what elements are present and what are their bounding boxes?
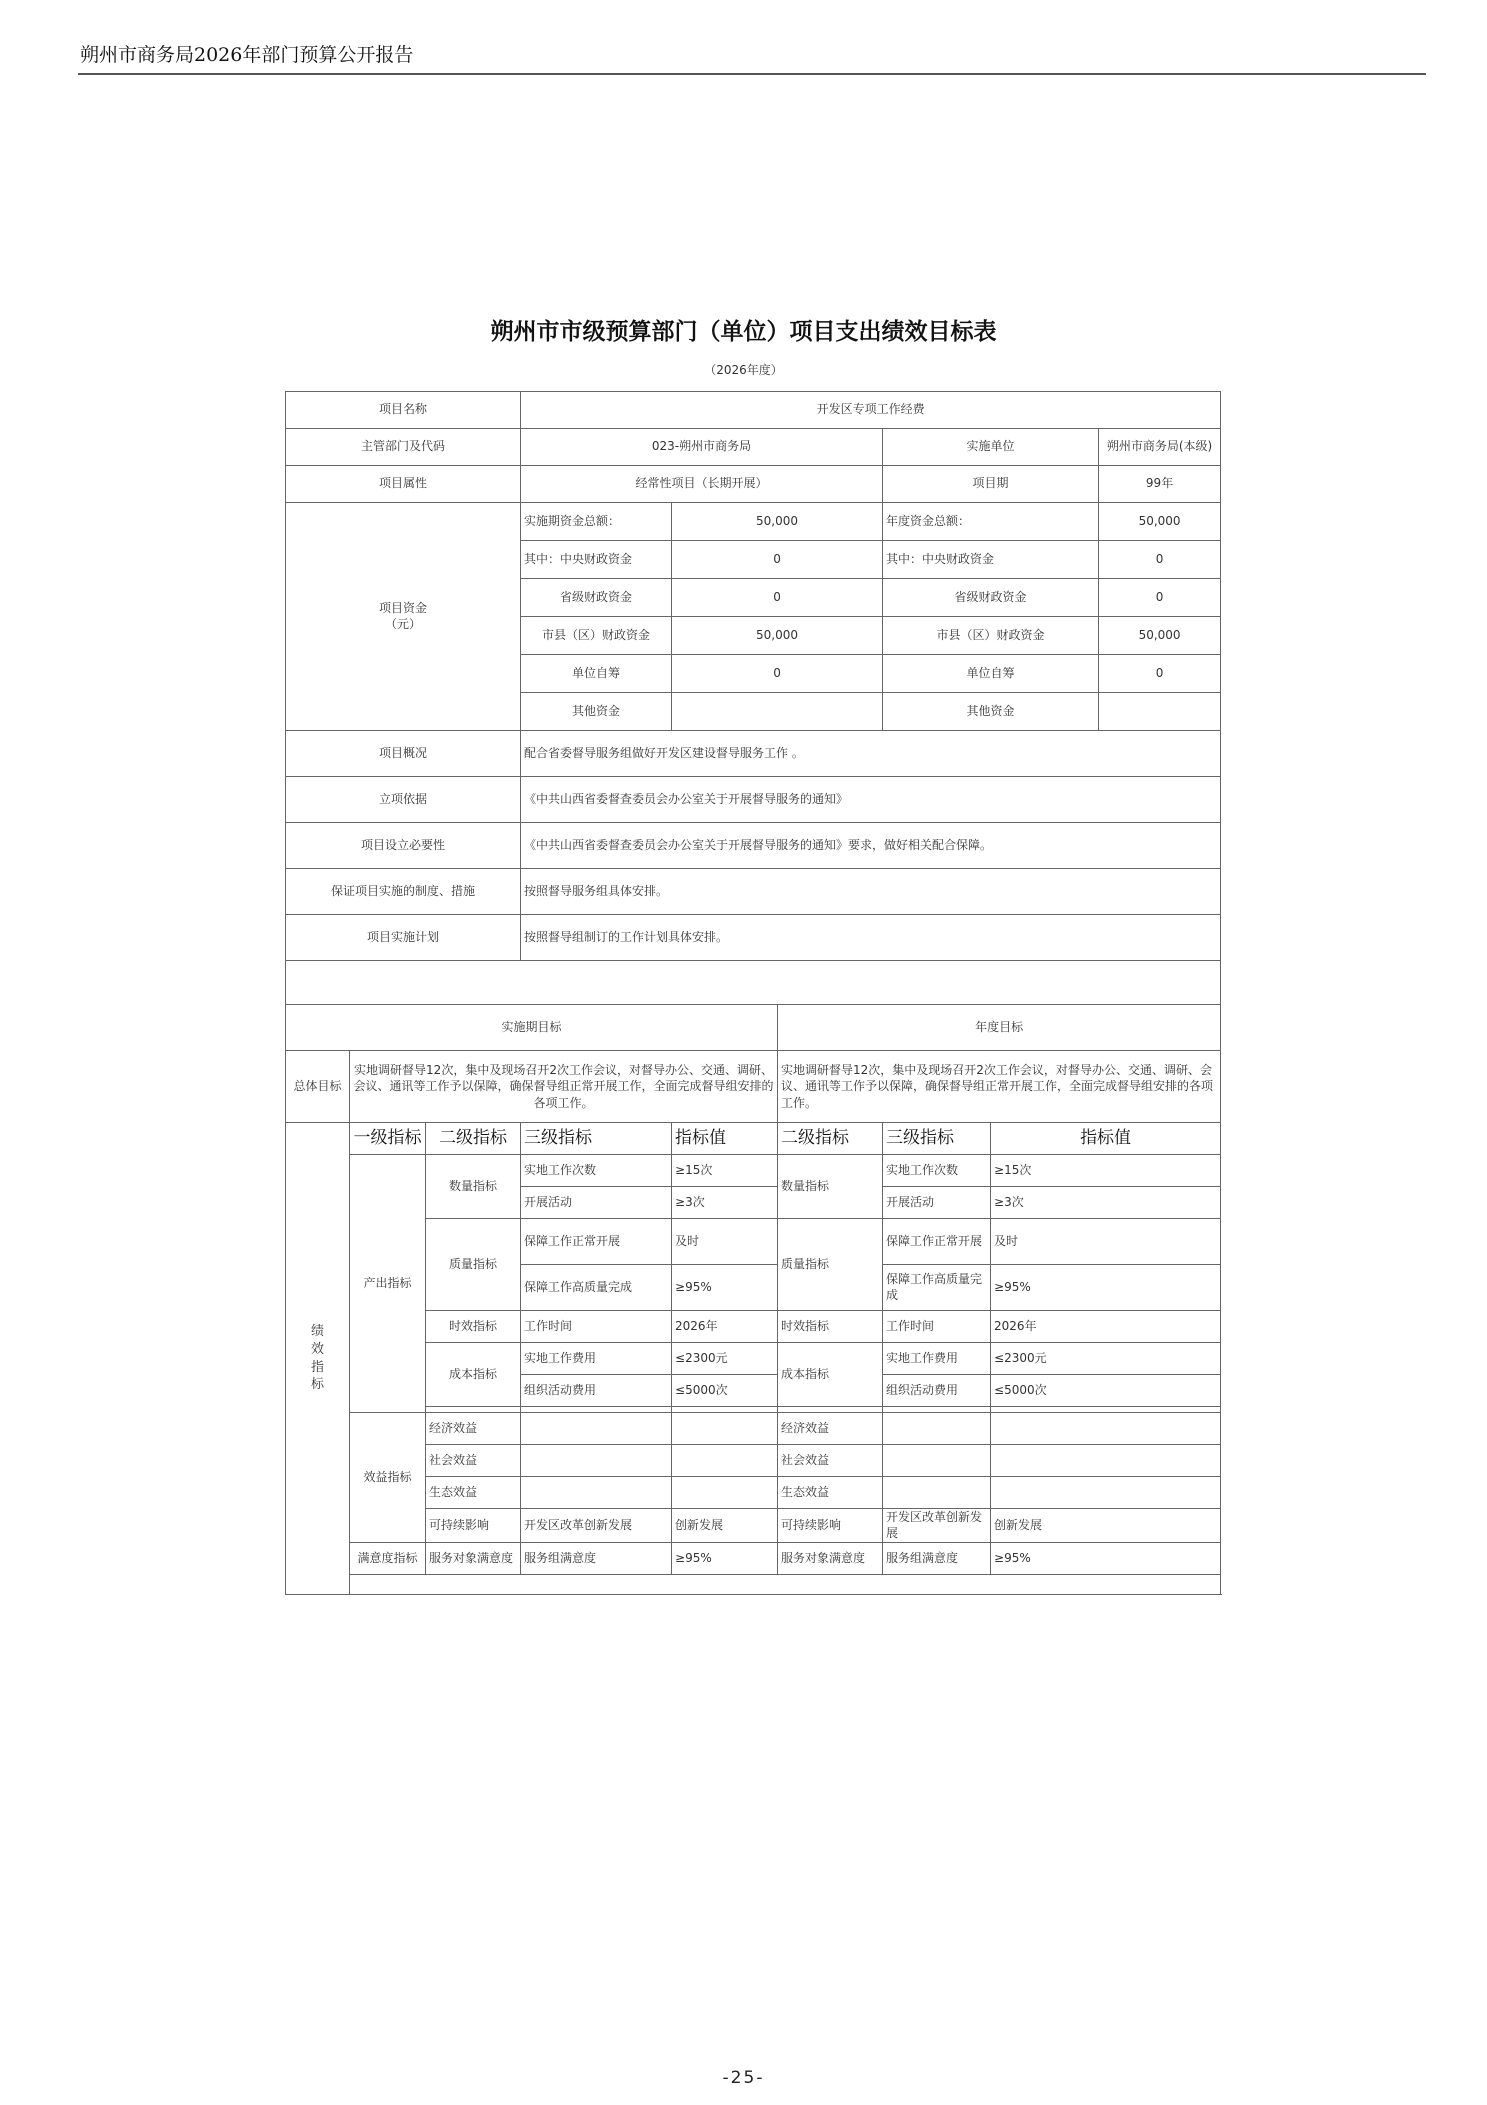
table-row bbox=[286, 1343, 1221, 1375]
funds-row-value: 50,000 bbox=[672, 617, 883, 655]
quantity-indicator-label: 数量指标 bbox=[426, 1155, 521, 1219]
col-header-annual-value: 指标值 bbox=[991, 1123, 1221, 1155]
cost-indicator-label: 成本指标 bbox=[426, 1343, 521, 1407]
indicator-level3: 保障工作正常开展 bbox=[521, 1219, 672, 1265]
annual-indicator-value: ≤5000次 bbox=[991, 1375, 1221, 1407]
impl-unit-label: 实施单位 bbox=[883, 429, 1099, 466]
impl-period-goal-header: 实施期目标 bbox=[286, 1005, 778, 1051]
indicator-level2: 经济效益 bbox=[426, 1413, 521, 1445]
table-row bbox=[286, 503, 1221, 541]
col-header-annual-level3: 三级指标 bbox=[883, 1123, 991, 1155]
funds-row-value: 0 bbox=[1099, 579, 1221, 617]
indicator-value: ≥15次 bbox=[672, 1155, 778, 1187]
annual-indicator-level2: 生态效益 bbox=[778, 1477, 883, 1509]
document-year: （2026年度） bbox=[704, 363, 783, 377]
table-row bbox=[286, 823, 1221, 869]
indicator-value: ≥3次 bbox=[672, 1187, 778, 1219]
table-row bbox=[286, 1005, 1221, 1051]
annual-indicator-level3 bbox=[883, 1445, 991, 1477]
table-row bbox=[286, 1509, 1221, 1543]
performance-indicators-label bbox=[286, 1123, 350, 1595]
annual-indicator-level2: 可持续影响 bbox=[778, 1509, 883, 1543]
funds-row-value: 0 bbox=[1099, 655, 1221, 693]
indicator-level3: 实地工作费用 bbox=[521, 1343, 672, 1375]
table-row bbox=[286, 731, 1221, 777]
table-row bbox=[286, 1445, 1221, 1477]
col-header-level3: 三级指标 bbox=[521, 1123, 672, 1155]
annual-indicator-level3: 工作时间 bbox=[883, 1311, 991, 1343]
document-title: 朔州市市级预算部门（单位）项目支出绩效目标表 bbox=[490, 318, 997, 345]
funds-row-label: 市县（区）财政资金 bbox=[883, 617, 1099, 655]
annual-indicator-value bbox=[991, 1413, 1221, 1445]
annual-indicator-level2: 经济效益 bbox=[778, 1413, 883, 1445]
funds-row-label: 省级财政资金 bbox=[521, 579, 672, 617]
funds-row-label: 省级财政资金 bbox=[883, 579, 1099, 617]
table-row bbox=[286, 429, 1221, 466]
project-overview-value: 配合省委督导服务组做好开发区建设督导服务工作 。 bbox=[521, 731, 1221, 777]
indicator-level3: 服务组满意度 bbox=[521, 1543, 672, 1575]
indicator-level3: 开发区改革创新发展 bbox=[521, 1509, 672, 1543]
table-row bbox=[286, 915, 1221, 961]
annual-cost-indicator-label: 成本指标 bbox=[778, 1343, 883, 1407]
approval-basis-label: 立项依据 bbox=[286, 777, 521, 823]
indicator-value: 创新发展 bbox=[672, 1509, 778, 1543]
annual-indicator-level3: 保障工作高质量完成 bbox=[883, 1265, 991, 1311]
annual-indicator-level3: 实地工作次数 bbox=[883, 1155, 991, 1187]
annual-indicator-level3 bbox=[883, 1477, 991, 1509]
table-row bbox=[286, 1123, 1221, 1155]
col-header-annual-level2: 二级指标 bbox=[778, 1123, 883, 1155]
funds-row-value: 50,000 bbox=[672, 503, 883, 541]
blank-row bbox=[350, 1575, 1221, 1595]
annual-indicator-level3: 实地工作费用 bbox=[883, 1343, 991, 1375]
annual-indicator-level3: 组织活动费用 bbox=[883, 1375, 991, 1407]
indicator-value bbox=[672, 1445, 778, 1477]
measures-label: 保证项目实施的制度、措施 bbox=[286, 869, 521, 915]
annual-indicator-value: 及时 bbox=[991, 1219, 1221, 1265]
annual-indicator-value: 2026年 bbox=[991, 1311, 1221, 1343]
table-row bbox=[286, 1543, 1221, 1575]
project-attr-value: 经常性项目（长期开展） bbox=[521, 466, 883, 503]
indicator-level3: 组织活动费用 bbox=[521, 1375, 672, 1407]
annual-indicator-level3 bbox=[883, 1413, 991, 1445]
indicator-value: ≥95% bbox=[672, 1265, 778, 1311]
funds-row-label: 其中：中央财政资金 bbox=[883, 541, 1099, 579]
dept-label: 主管部门及代码 bbox=[286, 429, 521, 466]
annual-indicator-level3: 保障工作正常开展 bbox=[883, 1219, 991, 1265]
annual-indicator-value bbox=[991, 1445, 1221, 1477]
report-header-title: 朔州市商务局2026年部门预算公开报告 bbox=[80, 44, 414, 66]
annual-indicator-level3: 服务组满意度 bbox=[883, 1543, 991, 1575]
indicator-level3 bbox=[521, 1477, 672, 1509]
indicator-level3 bbox=[521, 1445, 672, 1477]
implementation-plan-label: 项目实施计划 bbox=[286, 915, 521, 961]
project-attr-label: 项目属性 bbox=[286, 466, 521, 503]
funds-row-value: 50,000 bbox=[1099, 617, 1221, 655]
table-row bbox=[286, 466, 1221, 503]
table-row bbox=[286, 1219, 1221, 1265]
annual-indicator-value: ≥95% bbox=[991, 1265, 1221, 1311]
indicator-value bbox=[672, 1413, 778, 1445]
annual-indicator-level3: 开发区改革创新发展 bbox=[883, 1509, 991, 1543]
implementation-plan-value: 按照督导组制订的工作计划具体安排。 bbox=[521, 915, 1221, 961]
table-row bbox=[286, 1477, 1221, 1509]
table-row bbox=[286, 1311, 1221, 1343]
header-divider bbox=[78, 73, 1426, 75]
indicator-level3: 开展活动 bbox=[521, 1187, 672, 1219]
funds-row-label: 其中：中央财政资金 bbox=[521, 541, 672, 579]
funds-row-value: 0 bbox=[1099, 541, 1221, 579]
page-number: -25- bbox=[722, 2068, 765, 2088]
table-row bbox=[286, 1413, 1221, 1445]
table-row bbox=[286, 961, 1221, 1005]
annual-goal-text: 实地调研督导12次，集中及现场召开2次工作会议，对督导办公、交通、调研、会议、通讯等工作予以保障，确保督导组正常开展工作，全面完成督导组安排的各项工作。 bbox=[778, 1051, 1221, 1123]
indicator-value: 及时 bbox=[672, 1219, 778, 1265]
performance-target-table bbox=[285, 391, 1221, 1595]
satisfaction-indicator-label: 满意度指标 bbox=[350, 1543, 426, 1575]
table-row bbox=[286, 777, 1221, 823]
indicator-value bbox=[672, 1477, 778, 1509]
table-row bbox=[286, 1155, 1221, 1187]
output-indicator-label: 产出指标 bbox=[350, 1155, 426, 1413]
annual-indicator-value: ≥95% bbox=[991, 1543, 1221, 1575]
indicator-level2: 社会效益 bbox=[426, 1445, 521, 1477]
project-period-label: 项目期 bbox=[883, 466, 1099, 503]
performance-indicators-text: 绩 效 指 标 bbox=[310, 1324, 324, 1393]
approval-basis-value: 《中共山西省委督查委员会办公室关于开展督导服务的通知》 bbox=[521, 777, 1221, 823]
funds-row-value: 50,000 bbox=[1099, 503, 1221, 541]
impl-unit-value: 朔州市商务局(本级) bbox=[1099, 429, 1221, 466]
funds-row-label: 单位自筹 bbox=[521, 655, 672, 693]
funds-row-label: 其他资金 bbox=[883, 693, 1099, 731]
table-row bbox=[286, 869, 1221, 915]
col-header-value: 指标值 bbox=[672, 1123, 778, 1155]
project-name-value: 开发区专项工作经费 bbox=[521, 392, 1221, 429]
timeliness-indicator-label: 时效指标 bbox=[426, 1311, 521, 1343]
indicator-level3: 工作时间 bbox=[521, 1311, 672, 1343]
annual-indicator-value: ≥3次 bbox=[991, 1187, 1221, 1219]
annual-goal-header: 年度目标 bbox=[778, 1005, 1221, 1051]
indicator-level3 bbox=[521, 1413, 672, 1445]
annual-indicator-level3: 开展活动 bbox=[883, 1187, 991, 1219]
dept-value: 023-朔州市商务局 bbox=[521, 429, 883, 466]
quality-indicator-label: 质量指标 bbox=[426, 1219, 521, 1311]
project-period-value: 99年 bbox=[1099, 466, 1221, 503]
funds-row-label: 实施期资金总额： bbox=[521, 503, 672, 541]
funds-row-label: 市县（区）财政资金 bbox=[521, 617, 672, 655]
col-header-level2: 二级指标 bbox=[426, 1123, 521, 1155]
necessity-value: 《中共山西省委督查委员会办公室关于开展督导服务的通知》要求，做好相关配合保障。 bbox=[521, 823, 1221, 869]
indicator-value: 2026年 bbox=[672, 1311, 778, 1343]
funds-row-label: 单位自筹 bbox=[883, 655, 1099, 693]
annual-indicator-level2: 服务对象满意度 bbox=[778, 1543, 883, 1575]
annual-indicator-value bbox=[991, 1477, 1221, 1509]
indicator-value: ≤5000次 bbox=[672, 1375, 778, 1407]
indicator-level2: 服务对象满意度 bbox=[426, 1543, 521, 1575]
indicator-level2: 可持续影响 bbox=[426, 1509, 521, 1543]
project-name-label: 项目名称 bbox=[286, 392, 521, 429]
funds-row-value bbox=[672, 693, 883, 731]
funds-row-value: 0 bbox=[672, 579, 883, 617]
annual-timeliness-indicator-label: 时效指标 bbox=[778, 1311, 883, 1343]
table-row bbox=[286, 1051, 1221, 1123]
funds-row-value: 0 bbox=[672, 541, 883, 579]
indicator-level3: 实地工作次数 bbox=[521, 1155, 672, 1187]
indicator-level3: 保障工作高质量完成 bbox=[521, 1265, 672, 1311]
annual-indicator-level2: 社会效益 bbox=[778, 1445, 883, 1477]
project-overview-label: 项目概况 bbox=[286, 731, 521, 777]
indicator-value: ≤2300元 bbox=[672, 1343, 778, 1375]
annual-indicator-value: ≤2300元 bbox=[991, 1343, 1221, 1375]
table-row bbox=[286, 392, 1221, 429]
indicator-value: ≥95% bbox=[672, 1543, 778, 1575]
annual-indicator-value: 创新发展 bbox=[991, 1509, 1221, 1543]
impl-period-goal-text: 实地调研督导12次，集中及现场召开2次工作会议，对督导办公、交通、调研、会议、通讯等工作予以保障，确保督导组正常开展工作，全面完成督导组安排的各项工作。 bbox=[350, 1051, 778, 1123]
funds-row-value bbox=[1099, 693, 1221, 731]
blank-row bbox=[286, 961, 1221, 1005]
necessity-label: 项目设立必要性 bbox=[286, 823, 521, 869]
col-header-level1: 一级指标 bbox=[350, 1123, 426, 1155]
benefit-indicator-label: 效益指标 bbox=[350, 1413, 426, 1543]
funds-row-label: 年度资金总额： bbox=[883, 503, 1099, 541]
measures-value: 按照督导服务组具体安排。 bbox=[521, 869, 1221, 915]
overall-goal-label: 总体目标 bbox=[286, 1051, 350, 1123]
annual-indicator-value: ≥15次 bbox=[991, 1155, 1221, 1187]
table-row bbox=[286, 1575, 1221, 1595]
indicator-level2: 生态效益 bbox=[426, 1477, 521, 1509]
funds-row-value: 0 bbox=[672, 655, 883, 693]
annual-quality-indicator-label: 质量指标 bbox=[778, 1219, 883, 1311]
annual-quantity-indicator-label: 数量指标 bbox=[778, 1155, 883, 1219]
funds-row-label: 其他资金 bbox=[521, 693, 672, 731]
funds-label: 项目资金 （元） bbox=[286, 503, 521, 731]
